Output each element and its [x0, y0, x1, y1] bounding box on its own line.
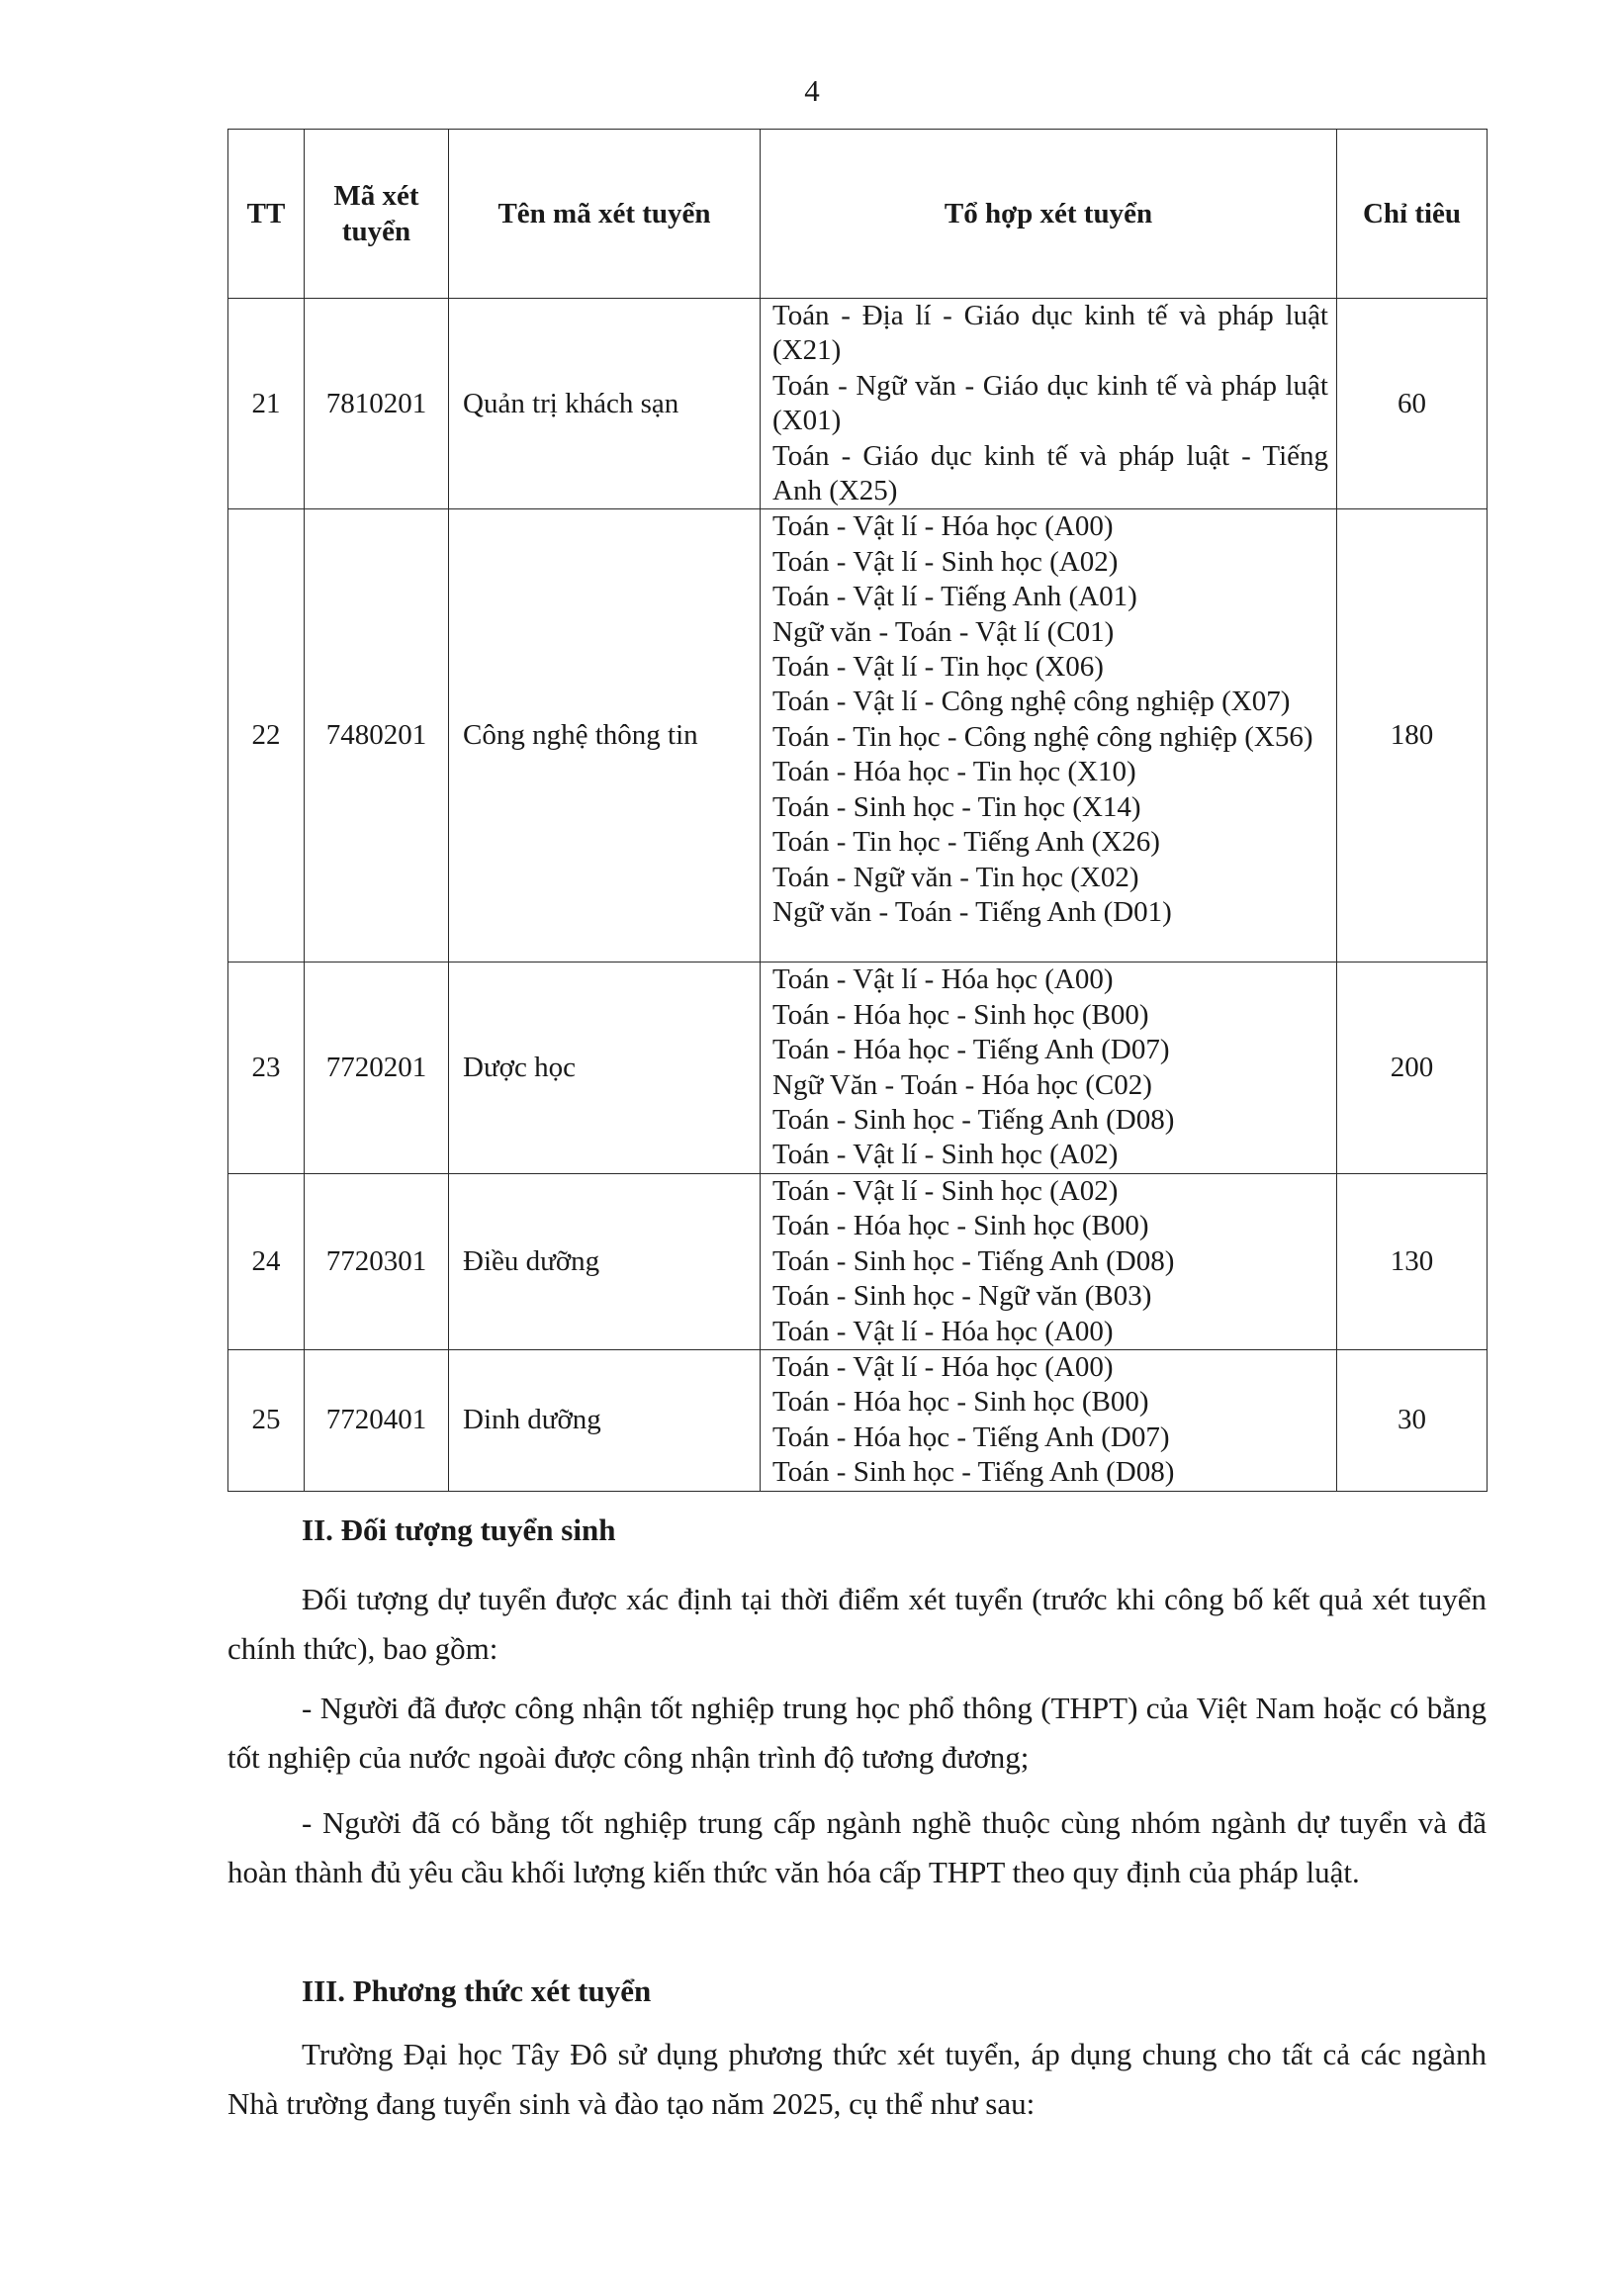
combo-item: Ngữ Văn - Toán - Hóa học (C02) [772, 1068, 1152, 1101]
combo-item: Toán - Vật lí - Sinh học (A02) [772, 545, 1119, 578]
row-code: 7720201 [305, 963, 449, 1173]
row-quota: 180 [1337, 509, 1488, 963]
combo-item: Toán - Hóa học - Sinh học (B00) [772, 1210, 1149, 1242]
table-row [228, 1173, 1488, 1349]
header-combos: Tổ hợp xét tuyển [761, 130, 1337, 299]
combo-item: Toán - Vật lí - Tiếng Anh (A01) [772, 581, 1137, 613]
combo-item: Toán - Địa lí - Giáo dục kinh tế và pháp luật (X21) [772, 300, 1328, 367]
section-2-item-1: - Người đã được công nhận tốt nghiệp trung học phổ thông (THPT) của Việt Nam hoặc có bằng tốt nghiệp của nước ngoài được công nhận trình độ tương đương; [227, 1691, 1487, 1775]
combo-item: Toán - Vật lí - Sinh học (A02) [772, 1139, 1119, 1171]
table-row [228, 963, 1488, 1173]
combo-item: Toán - Ngữ văn - Giáo dục kinh tế và pháp luật (X01) [772, 369, 1328, 437]
combo-item: Toán - Sinh học - Tin học (X14) [772, 790, 1141, 823]
page-number: 4 [804, 73, 820, 108]
combo-item: Toán - Vật lí - Hóa học (A00) [772, 963, 1114, 996]
combo-item: Toán - Sinh học - Tiếng Anh (D08) [772, 1244, 1175, 1277]
row-name: Quản trị khách sạn [449, 299, 761, 509]
combo-item: Toán - Vật lí - Hóa học (A00) [772, 1315, 1114, 1347]
row-tt: 24 [228, 1173, 305, 1349]
table-row [228, 509, 1488, 963]
section-2-heading: II. Đối tượng tuyển sinh [302, 1513, 616, 1547]
section-3-heading: III. Phương thức xét tuyển [302, 1973, 652, 2008]
row-quota: 200 [1337, 963, 1488, 1173]
combo-item: Toán - Hóa học - Sinh học (B00) [772, 998, 1149, 1031]
row-name: Dinh dưỡng [449, 1349, 761, 1491]
header-name: Tên mã xét tuyển [449, 130, 761, 299]
row-tt: 25 [228, 1349, 305, 1491]
header-code: Mã xét tuyển [305, 130, 449, 299]
combo-item: Toán - Hóa học - Tiếng Anh (D07) [772, 1421, 1170, 1453]
row-combos [761, 299, 1337, 509]
row-quota: 30 [1337, 1349, 1488, 1491]
row-code: 7720301 [305, 1173, 449, 1349]
header-tt: TT [228, 130, 305, 299]
combo-item: Toán - Tin học - Tiếng Anh (X26) [772, 826, 1160, 859]
table-row [228, 1349, 1488, 1491]
row-quota: 60 [1337, 299, 1488, 509]
combo-item: Toán - Giáo dục kinh tế và pháp luật - Tiếng Anh (X25) [772, 439, 1328, 507]
combo-item: Toán - Vật lí - Sinh học (A02) [772, 1174, 1119, 1207]
section-3-intro: Trường Đại học Tây Đô sử dụng phương thức xét tuyển, áp dụng chung cho tất cả các ngành Nhà trường đang tuyển sinh và đào tạo năm 2025, cụ thể như sau: [227, 2037, 1487, 2121]
row-code: 7810201 [305, 299, 449, 509]
header-quota: Chỉ tiêu [1337, 130, 1488, 299]
row-tt: 23 [228, 963, 305, 1173]
combo-item: Toán - Vật lí - Tin học (X06) [772, 651, 1104, 684]
combo-item: Toán - Sinh học - Ngữ văn (B03) [772, 1280, 1152, 1313]
table-body [228, 299, 1488, 1492]
row-code: 7720401 [305, 1349, 449, 1491]
row-name: Công nghệ thông tin [449, 509, 761, 963]
row-quota: 130 [1337, 1173, 1488, 1349]
row-name: Dược học [449, 963, 761, 1173]
row-code: 7480201 [305, 509, 449, 963]
combo-item: Toán - Hóa học - Tiếng Anh (D07) [772, 1034, 1170, 1066]
combo-item: Toán - Tin học - Công nghệ công nghiệp (X56) [772, 720, 1313, 753]
combo-item: Toán - Vật lí - Hóa học (A00) [772, 1350, 1114, 1383]
section-2-item-2: - Người đã có bằng tốt nghiệp trung cấp ngành nghề thuộc cùng nhóm ngành dự tuyển và đã hoàn thành đủ yêu cầu khối lượng kiến thức văn hóa cấp THPT theo quy định của pháp luật. [227, 1805, 1487, 1889]
row-combos [761, 963, 1337, 1173]
row-tt: 21 [228, 299, 305, 509]
combo-item: Ngữ văn - Toán - Tiếng Anh (D01) [772, 895, 1172, 928]
row-combos [761, 509, 1337, 963]
row-combos [761, 1349, 1337, 1491]
combo-item: Toán - Ngữ văn - Tin học (X02) [772, 861, 1139, 893]
row-combos [761, 1173, 1337, 1349]
section-2-intro: Đối tượng dự tuyển được xác định tại thời điểm xét tuyển (trước khi công bố kết quả xét tuyển chính thức), bao gồm: [227, 1582, 1487, 1666]
combo-item: Toán - Sinh học - Tiếng Anh (D08) [772, 1456, 1175, 1489]
combo-item: Toán - Sinh học - Tiếng Anh (D08) [772, 1104, 1175, 1137]
table-header-row [228, 130, 1488, 299]
row-name: Điều dưỡng [449, 1173, 761, 1349]
admissions-table [227, 129, 1488, 1492]
combo-item: Toán - Hóa học - Sinh học (B00) [772, 1386, 1149, 1419]
row-tt: 22 [228, 509, 305, 963]
combo-item: Toán - Vật lí - Hóa học (A00) [772, 510, 1114, 543]
combo-item: Ngữ văn - Toán - Vật lí (C01) [772, 615, 1115, 648]
combo-item: Toán - Hóa học - Tin học (X10) [772, 756, 1136, 788]
combo-item: Toán - Vật lí - Công nghệ công nghiệp (X07) [772, 686, 1291, 718]
table-row [228, 299, 1488, 509]
